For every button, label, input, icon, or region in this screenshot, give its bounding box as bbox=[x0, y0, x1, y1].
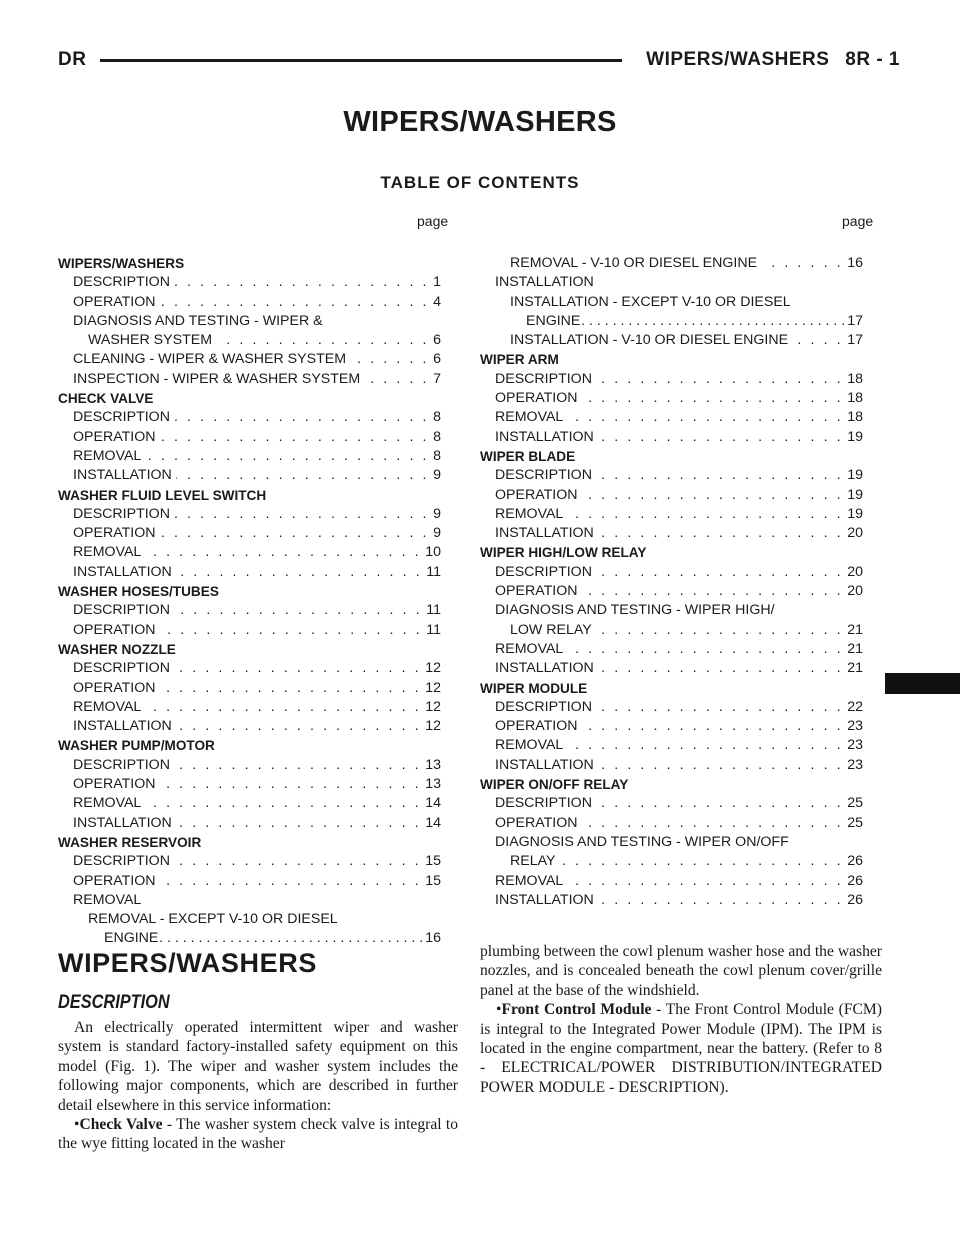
bullet-label: Front Control Module bbox=[501, 1001, 652, 1019]
header-section: WIPERS/WASHERS bbox=[646, 49, 830, 70]
toc-leader-dots bbox=[567, 408, 843, 427]
toc-page-number: 23 bbox=[847, 718, 863, 735]
toc-entry bbox=[480, 814, 863, 833]
toc-page-number: 21 bbox=[847, 640, 863, 657]
toc-page-label-right: page bbox=[842, 213, 874, 229]
toc-entry bbox=[480, 794, 863, 813]
toc-leader-dots bbox=[596, 466, 843, 485]
toc-entry bbox=[58, 466, 441, 485]
toc-entry-label: OPERATION bbox=[495, 390, 578, 407]
toc-page-number: 23 bbox=[847, 756, 863, 773]
toc-page-number: 12 bbox=[425, 679, 441, 696]
toc-entry-label: DESCRIPTION bbox=[73, 756, 170, 773]
toc-entry-label: INSTALLATION bbox=[495, 525, 594, 542]
toc-entry bbox=[58, 756, 441, 775]
toc-group-heading bbox=[58, 389, 441, 408]
toc-entry-label: INSTALLATION - V-10 OR DIESEL ENGINE bbox=[510, 332, 789, 349]
toc-entry-label: ENGINE bbox=[526, 312, 581, 329]
toc-entry-label: DESCRIPTION bbox=[73, 602, 170, 619]
toc-entry bbox=[480, 698, 863, 717]
toc-entry bbox=[58, 794, 441, 813]
toc-entry bbox=[58, 872, 441, 891]
toc-entry-label: OPERATION bbox=[73, 525, 156, 542]
toc-entry bbox=[480, 717, 863, 736]
toc-leader-dots bbox=[160, 775, 422, 794]
toc-entry bbox=[480, 563, 863, 582]
toc-leader-dots bbox=[176, 717, 421, 736]
toc-entry-label: INSTALLATION bbox=[495, 274, 594, 291]
toc-group-heading bbox=[58, 254, 441, 273]
toc-leader-dots bbox=[596, 698, 843, 717]
toc-page-number: 16 bbox=[847, 255, 863, 271]
toc-entry-label: REMOVAL bbox=[495, 737, 564, 754]
toc-entry-label: WASHER PUMP/MOTOR bbox=[58, 738, 215, 754]
toc-leader-dots bbox=[364, 370, 429, 389]
toc-entry-label: DESCRIPTION bbox=[495, 698, 592, 715]
toc-entry bbox=[58, 814, 441, 833]
toc-leader-dots bbox=[582, 582, 844, 601]
toc-leader-dots bbox=[596, 621, 843, 640]
toc-leader-dots bbox=[596, 794, 843, 813]
toc-entry-label: WASHER FLUID LEVEL SWITCH bbox=[58, 487, 267, 503]
toc-page-number: 18 bbox=[847, 370, 863, 387]
toc-leader-dots bbox=[567, 736, 843, 755]
toc-group-heading bbox=[480, 679, 863, 698]
toc-entry-label: DESCRIPTION bbox=[495, 563, 592, 580]
toc-group-heading bbox=[58, 736, 441, 755]
toc-leader-dots bbox=[174, 408, 429, 427]
toc-entry-label: REMOVAL bbox=[73, 795, 142, 812]
toc-entry bbox=[480, 428, 863, 447]
toc-entry-label: RELAY bbox=[510, 853, 556, 870]
toc-entry bbox=[58, 621, 441, 640]
toc-leader-dots bbox=[582, 814, 844, 833]
toc-page-number: 7 bbox=[433, 370, 441, 387]
toc-leader-dots bbox=[596, 563, 843, 582]
toc-entry-label: WASHER NOZZLE bbox=[58, 641, 176, 657]
toc-page-number: 12 bbox=[425, 660, 441, 677]
toc-entry-label: DIAGNOSIS AND TESTING - WIPER HIGH/ bbox=[495, 602, 775, 619]
toc-leader-dots bbox=[761, 254, 843, 273]
toc-page-number: 11 bbox=[426, 621, 441, 638]
toc-group-heading bbox=[58, 582, 441, 601]
toc-page-number: 26 bbox=[847, 891, 863, 908]
toc-entry-label: INSTALLATION bbox=[73, 814, 172, 831]
toc-entry-label: INSTALLATION bbox=[495, 891, 594, 908]
toc-entry-label: REMOVAL bbox=[73, 544, 142, 561]
toc-page-number: 6 bbox=[433, 332, 441, 349]
toc-entry-label: OPERATION bbox=[73, 293, 156, 310]
toc-entry-label: DESCRIPTION bbox=[73, 660, 170, 677]
toc-entry-label: OPERATION bbox=[73, 776, 156, 793]
toc-entry-label: OPERATION bbox=[73, 679, 156, 696]
toc-leader-dots bbox=[160, 428, 430, 447]
toc-entry-label: WASHER SYSTEM bbox=[88, 332, 213, 349]
toc-column-right bbox=[480, 254, 863, 910]
toc-leader-dots bbox=[582, 717, 844, 736]
toc-leader-dots bbox=[559, 852, 843, 871]
toc-entry-label: REMOVAL - V-10 OR DIESEL ENGINE bbox=[510, 255, 758, 271]
toc-entry bbox=[480, 601, 863, 620]
toc-group-heading bbox=[480, 447, 863, 466]
toc-entry-label: CHECK VALVE bbox=[58, 391, 154, 407]
toc-page-number: 19 bbox=[847, 505, 863, 522]
toc-entry bbox=[480, 389, 863, 408]
toc-entry-label: WIPER ON/OFF RELAY bbox=[480, 777, 629, 793]
toc-page-number: 18 bbox=[847, 390, 863, 407]
toc-entry bbox=[58, 543, 441, 562]
toc-page-number: 25 bbox=[847, 795, 863, 812]
toc-leader-dots bbox=[145, 543, 421, 562]
toc-group-heading bbox=[58, 833, 441, 852]
toc-page-number: 20 bbox=[847, 525, 863, 542]
toc-entry-label: INSTALLATION bbox=[495, 660, 594, 677]
toc-leader-dots bbox=[174, 852, 421, 871]
toc-group-heading bbox=[58, 640, 441, 659]
toc-page-number: 4 bbox=[433, 293, 441, 310]
toc-entry-label: INSTALLATION - EXCEPT V-10 OR DIESEL bbox=[510, 293, 791, 310]
toc-page-number: 9 bbox=[433, 505, 441, 522]
toc-leader-dots bbox=[598, 428, 843, 447]
toc-page-number: 6 bbox=[433, 351, 441, 368]
toc-page-number: 12 bbox=[425, 718, 441, 735]
toc-leader-dots bbox=[145, 447, 429, 466]
toc-page-number: 11 bbox=[426, 563, 441, 580]
toc-entry-label: DESCRIPTION bbox=[73, 853, 170, 870]
page-title: WIPERS/WASHERS bbox=[343, 106, 617, 138]
bullet-text: - The washer system check valve is integral to the wye fitting located in the washer bbox=[58, 1116, 458, 1153]
toc-entry bbox=[58, 293, 441, 312]
header-page-number: 8R - 1 bbox=[845, 49, 900, 70]
toc-page-number: 8 bbox=[433, 428, 441, 445]
toc-entry bbox=[480, 852, 863, 871]
toc-entry-label: REMOVAL bbox=[73, 891, 142, 908]
toc-group-heading bbox=[480, 775, 863, 794]
body-paragraph-continued: plumbing between the cowl plenum washer hose and the washer nozzles, and is concealed beneath the cowl plenum cover/grille panel at the base of the windshield. bbox=[480, 943, 882, 999]
toc-entry bbox=[480, 621, 863, 640]
toc-entry-label: DESCRIPTION bbox=[495, 795, 592, 812]
toc-entry bbox=[58, 370, 441, 389]
toc-leader-dots bbox=[567, 872, 843, 891]
toc-entry-label: LOW RELAY bbox=[510, 621, 592, 638]
subsection-heading: DESCRIPTION bbox=[58, 992, 170, 1013]
toc-entry bbox=[58, 408, 441, 427]
toc-page-number: 21 bbox=[847, 660, 863, 677]
toc-entry bbox=[480, 254, 863, 273]
toc-entry-label: DIAGNOSIS AND TESTING - WIPER ON/OFF bbox=[495, 833, 789, 850]
toc-entry-label: WIPER MODULE bbox=[480, 680, 588, 696]
toc-entry-label: DESCRIPTION bbox=[73, 505, 170, 522]
toc-page-number: 15 bbox=[425, 853, 441, 870]
toc-page-number: 26 bbox=[847, 853, 863, 870]
toc-leader-dots bbox=[145, 698, 421, 717]
toc-page-number: 13 bbox=[425, 776, 441, 793]
toc-entry bbox=[58, 891, 441, 910]
toc-leader-dots bbox=[174, 601, 422, 620]
toc-entry-label: REMOVAL bbox=[495, 640, 564, 657]
toc-page-number: 16 bbox=[425, 930, 441, 947]
toc-entry bbox=[480, 486, 863, 505]
toc-page-number: 17 bbox=[847, 312, 863, 329]
toc-page-number: 9 bbox=[433, 467, 441, 484]
toc-leader-dots bbox=[582, 486, 844, 505]
toc-page-number: 23 bbox=[847, 737, 863, 754]
toc-entry bbox=[480, 312, 863, 331]
toc-page-number: 25 bbox=[847, 814, 863, 831]
toc-page-number: 20 bbox=[847, 563, 863, 580]
toc-entry-label: INSTALLATION bbox=[73, 563, 172, 580]
toc-leader-dots bbox=[216, 331, 429, 350]
toc-page-number: 17 bbox=[847, 332, 863, 349]
toc-page-number: 1 bbox=[433, 274, 441, 291]
toc-entry bbox=[480, 736, 863, 755]
toc-leader-dots bbox=[350, 350, 429, 369]
toc-leader-dots bbox=[174, 756, 421, 775]
bullet-check-valve: •Check Valve - The washer system check valve is integral to the wye fitting located in the washer bbox=[58, 1116, 458, 1153]
toc-entry bbox=[58, 659, 441, 678]
bullet-text: - The Front Control Module (FCM) is integral to the Integrated Power Module (IPM). The IPM is located in the engine compartment, near the battery. (Refer to 8 - ELECTRICAL/POWER DISTRIBUTION/INTEGRATED POWER MODULE - DESCRIPTION). bbox=[480, 1001, 882, 1096]
toc-group-heading bbox=[58, 486, 441, 505]
toc-entry bbox=[480, 408, 863, 427]
toc-entry bbox=[58, 428, 441, 447]
toc-entry bbox=[480, 833, 863, 852]
toc-entry bbox=[58, 929, 441, 948]
toc-leader-dots bbox=[160, 929, 423, 948]
toc-leader-dots bbox=[160, 524, 430, 543]
toc-entry-label: WASHER RESERVOIR bbox=[58, 834, 202, 850]
toc-entry-label: INSTALLATION bbox=[495, 756, 594, 773]
toc-entry-label: REMOVAL - EXCEPT V-10 OR DIESEL bbox=[88, 911, 338, 928]
toc-leader-dots bbox=[174, 659, 421, 678]
toc-page-number: 26 bbox=[847, 872, 863, 889]
toc-leader-dots bbox=[582, 389, 844, 408]
toc-entry-label: OPERATION bbox=[495, 718, 578, 735]
toc-entry bbox=[58, 447, 441, 466]
toc-entry-label: INSTALLATION bbox=[495, 428, 594, 445]
toc-entry bbox=[58, 775, 441, 794]
toc-entry bbox=[480, 524, 863, 543]
toc-page-number: 14 bbox=[425, 814, 441, 831]
toc-entry-label: ENGINE bbox=[104, 930, 159, 947]
toc-page-number: 10 bbox=[425, 544, 441, 561]
toc-entry-label: WIPER HIGH/LOW RELAY bbox=[480, 545, 647, 561]
running-header bbox=[58, 44, 900, 76]
toc-group-heading bbox=[480, 543, 863, 562]
toc-leader-dots bbox=[174, 273, 429, 292]
toc-entry bbox=[480, 293, 863, 312]
toc-entry-label: WIPER ARM bbox=[480, 352, 559, 368]
toc-page-number: 14 bbox=[425, 795, 441, 812]
toc-entry-label: WASHER HOSES/TUBES bbox=[58, 584, 219, 600]
toc-entry-label: OPERATION bbox=[495, 583, 578, 600]
toc-entry-label: INSTALLATION bbox=[73, 718, 172, 735]
toc-leader-dots bbox=[176, 466, 429, 485]
toc-leader-dots bbox=[598, 756, 843, 775]
toc-page-number: 9 bbox=[433, 525, 441, 542]
toc-entry-label: REMOVAL bbox=[495, 409, 564, 426]
toc-leader-dots bbox=[567, 640, 843, 659]
body-column-left bbox=[58, 1018, 458, 1154]
toc-leader-dots bbox=[596, 370, 843, 389]
toc-entry bbox=[58, 910, 441, 929]
toc-entry bbox=[480, 756, 863, 775]
toc-entry bbox=[480, 273, 863, 292]
toc-page-number: 20 bbox=[847, 583, 863, 600]
toc-entry bbox=[480, 582, 863, 601]
toc-entry-label: OPERATION bbox=[495, 486, 578, 503]
toc-entry bbox=[480, 331, 863, 350]
toc-leader-dots bbox=[598, 659, 843, 678]
toc-leader-dots bbox=[598, 891, 843, 910]
toc-entry bbox=[480, 659, 863, 678]
toc-column-left bbox=[58, 254, 441, 949]
toc-entry-label: REMOVAL bbox=[495, 505, 564, 522]
toc-leader-dots bbox=[174, 505, 429, 524]
header-right bbox=[636, 49, 900, 71]
toc-entry bbox=[58, 679, 441, 698]
toc-entry-label: OPERATION bbox=[73, 872, 156, 889]
toc-entry-label: OPERATION bbox=[73, 621, 156, 638]
toc-entry-label: DESCRIPTION bbox=[73, 274, 170, 291]
toc-leader-dots bbox=[567, 505, 843, 524]
toc-leader-dots bbox=[145, 794, 421, 813]
bullet-front-control-module: •Front Control Module - The Front Control Module (FCM) is integral to the Integrated Power Module (IPM). The IPM is located in the engine compartment, near the battery. (Refer to 8 - ELECTRICAL/POWER DISTRIBUTION/INTEGRATED POWER MODULE - DESCRIPTION). bbox=[480, 1001, 882, 1096]
toc-entry-label: INSTALLATION bbox=[73, 467, 172, 484]
body-column-right bbox=[480, 942, 882, 1097]
toc-page-number: 11 bbox=[426, 602, 441, 619]
toc-entry bbox=[58, 852, 441, 871]
header-rule bbox=[100, 59, 622, 62]
toc-page-number: 12 bbox=[425, 698, 441, 715]
toc-entry-label: DESCRIPTION bbox=[495, 370, 592, 387]
toc-entry bbox=[480, 370, 863, 389]
toc-leader-dots bbox=[582, 312, 845, 331]
toc-entry-label: DESCRIPTION bbox=[495, 467, 592, 484]
toc-entry bbox=[58, 312, 441, 331]
toc-entry-label: DIAGNOSIS AND TESTING - WIPER & bbox=[73, 312, 323, 329]
toc-entry bbox=[58, 524, 441, 543]
toc-page-number: 19 bbox=[847, 486, 863, 503]
toc-entry-label: DESCRIPTION bbox=[73, 409, 170, 426]
toc-page-number: 13 bbox=[425, 756, 441, 773]
body-paragraph: An electrically operated intermittent wiper and washer system is standard factory-installed safety equipment on this model (Fig. 1). The wiper and washer system includes the following major components, which are described in further detail elsewhere in this service information: bbox=[58, 1019, 458, 1114]
toc-entry bbox=[58, 717, 441, 736]
section-heading: WIPERS/WASHERS bbox=[58, 948, 317, 978]
toc-page-number: 8 bbox=[433, 409, 441, 426]
toc-page-number: 8 bbox=[433, 447, 441, 464]
toc-entry bbox=[480, 640, 863, 659]
toc-entry-label: OPERATION bbox=[73, 428, 156, 445]
toc-page-label-left: page bbox=[417, 213, 449, 229]
header-left-code: DR bbox=[58, 49, 87, 70]
toc-entry-label: REMOVAL bbox=[73, 698, 142, 715]
toc-leader-dots bbox=[792, 331, 843, 350]
toc-page-number: 19 bbox=[847, 428, 863, 445]
toc-entry-label: REMOVAL bbox=[495, 872, 564, 889]
toc-leader-dots bbox=[160, 621, 423, 640]
toc-title: TABLE OF CONTENTS bbox=[380, 173, 580, 192]
toc-entry bbox=[480, 466, 863, 485]
toc-page-number: 18 bbox=[847, 409, 863, 426]
toc-entry-label: WIPERS/WASHERS bbox=[58, 256, 185, 271]
toc-group-heading bbox=[480, 350, 863, 369]
bullet-label: Check Valve bbox=[79, 1116, 163, 1134]
toc-entry-label: OPERATION bbox=[495, 814, 578, 831]
toc-entry bbox=[58, 563, 441, 582]
toc-entry-label: INSPECTION - WIPER & WASHER SYSTEM bbox=[73, 370, 361, 387]
toc-entry bbox=[58, 698, 441, 717]
toc-page-number: 21 bbox=[847, 621, 863, 638]
toc-entry bbox=[58, 350, 441, 369]
toc-leader-dots bbox=[176, 814, 421, 833]
toc-entry bbox=[58, 331, 441, 350]
toc-page-number: 15 bbox=[425, 872, 441, 889]
toc-entry-label: CLEANING - WIPER & WASHER SYSTEM bbox=[73, 351, 347, 368]
toc-leader-dots bbox=[598, 524, 843, 543]
toc-leader-dots bbox=[160, 872, 422, 891]
toc-page-number: 22 bbox=[847, 698, 863, 715]
toc-page-number: 19 bbox=[847, 467, 863, 484]
toc-entry bbox=[480, 505, 863, 524]
toc-entry bbox=[58, 505, 441, 524]
toc-entry-label: REMOVAL bbox=[73, 447, 142, 464]
toc-leader-dots bbox=[160, 679, 422, 698]
toc-entry-label: WIPER BLADE bbox=[480, 448, 576, 464]
toc-leader-dots bbox=[176, 563, 422, 582]
toc-leader-dots bbox=[160, 293, 430, 312]
section-thumb-tab bbox=[885, 673, 960, 694]
toc-entry bbox=[480, 872, 863, 891]
toc-entry bbox=[58, 601, 441, 620]
toc-entry bbox=[58, 273, 441, 292]
toc-entry bbox=[480, 891, 863, 910]
